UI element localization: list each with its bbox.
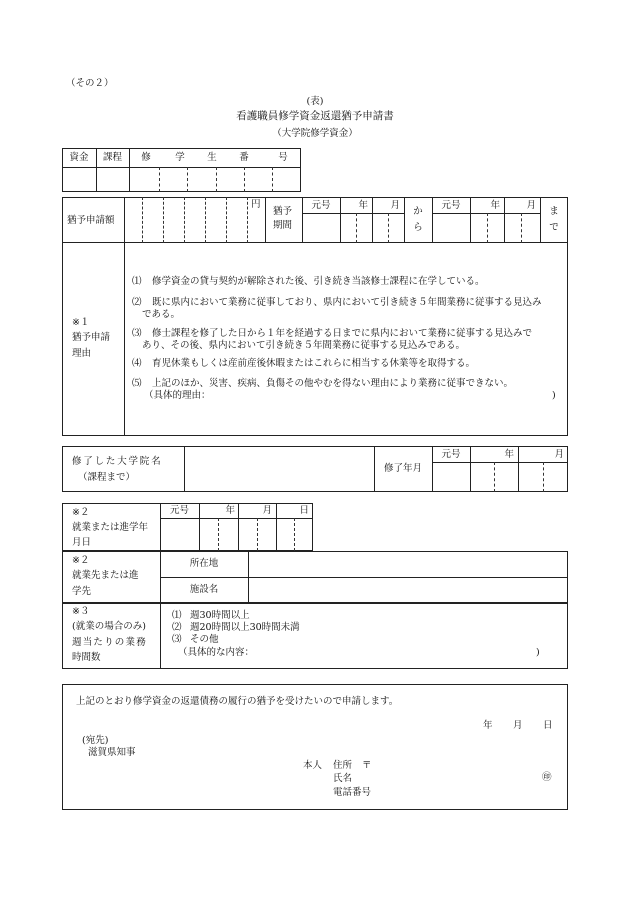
hours-mark: ※３ — [72, 606, 90, 617]
reason-2-num: ⑵ — [132, 297, 142, 308]
hours-label-2: 週当たりの業務 — [72, 637, 147, 648]
addressee-label: (宛先) — [82, 735, 109, 746]
employment-date-mark: ※２ — [72, 507, 90, 518]
applicant-label: 本人 — [303, 760, 323, 771]
date-month-label: 月 — [513, 720, 523, 731]
hours-label-1: (就業の場合のみ) — [72, 621, 146, 632]
form-side-label: (表) — [306, 96, 324, 107]
reason-2-text-cont: である。 — [142, 309, 181, 320]
reason-3-text-cont: あり、その後、県内において引き続き５年間業務に従事する見込みである。 — [142, 340, 466, 351]
postal-mark: 〒 — [362, 760, 372, 771]
header-fund: 資金 — [69, 152, 89, 163]
reason-4-num: ⑷ — [132, 358, 142, 369]
graduate-school-label: 修了した大学院名 — [72, 456, 163, 467]
header-student-no-1: 修 — [141, 152, 151, 163]
reason-1-text: 修学資金の貸与契約が解除された後、引き続き当該修士課程に在学している。 — [152, 276, 485, 287]
reason-3-num: ⑶ — [132, 328, 142, 339]
declaration-text: 上記のとおり修学資金の返還債務の履行の猶予を受けたいので申請します。 — [76, 696, 399, 707]
facility-label: 施設名 — [189, 584, 219, 595]
from-era-label: 元号 — [311, 200, 331, 211]
to-year-label: 年 — [490, 200, 500, 211]
graduate-school-field[interactable] — [185, 447, 374, 491]
from-month-label: 月 — [390, 200, 400, 211]
to-month-label: 月 — [526, 200, 536, 211]
employer-label-2: 学先 — [72, 586, 92, 597]
graduation-era-label: 元号 — [441, 449, 461, 460]
period-to-field[interactable] — [433, 214, 540, 242]
to-era-label: 元号 — [441, 200, 461, 211]
graduation-date-field[interactable] — [433, 463, 568, 491]
reason-5-text: 上記のほか、災害、疾病、負傷その他やむを得ない理由により業務に従事できない。 — [152, 378, 514, 389]
student-number-field[interactable] — [130, 168, 301, 192]
date-day-label: 日 — [543, 720, 553, 731]
hours-detail-close: ) — [536, 647, 540, 658]
employment-day-label: 日 — [299, 505, 309, 516]
employer-mark: ※２ — [72, 555, 90, 566]
header-course: 課程 — [102, 152, 122, 163]
employer-label: 就業先または進 — [72, 570, 139, 581]
date-year-label: 年 — [483, 720, 493, 731]
address-field-label: 住所 — [333, 760, 353, 771]
graduation-year-label: 年 — [504, 449, 514, 460]
graduate-school-sublabel: （課程まで） — [78, 472, 136, 483]
page-title: 看護職員修学資金返還猶予申請書 — [236, 110, 394, 122]
course-field[interactable] — [97, 168, 129, 192]
graduation-month-label: 月 — [554, 449, 564, 460]
deferral-period-label-2: 期間 — [273, 220, 293, 231]
hours-2-num: ⑵ — [172, 622, 182, 633]
reason-detail-field[interactable] — [240, 389, 548, 403]
reason-2-text: 既に県内において業務に従事しており、県内において引き続き５年間業務に従事する見込み — [152, 297, 542, 308]
graduation-date-label: 修了年月 — [383, 463, 422, 474]
applicant-address-field[interactable] — [375, 758, 555, 772]
hours-3-num: ⑶ — [172, 634, 182, 645]
application-date-field[interactable] — [440, 718, 555, 732]
from-year-label: 年 — [358, 200, 368, 211]
from-label-1: か — [413, 206, 423, 217]
hours-1-num: ⑴ — [172, 610, 182, 621]
until-label-2: で — [549, 222, 559, 233]
deferral-amount-label: 猶予申請額 — [67, 215, 115, 226]
header-student-no-3: 生 — [207, 152, 217, 163]
until-label-1: ま — [549, 206, 559, 217]
name-field-label: 氏名 — [333, 773, 353, 784]
hours-2-text: 週20時間以上30時間未満 — [190, 622, 300, 633]
employment-date-label: 就業または進学年 — [72, 522, 149, 533]
header-student-no-2: 学 — [175, 152, 185, 163]
employment-date-field[interactable] — [161, 519, 313, 551]
address-label: 所在地 — [189, 558, 219, 569]
fund-field[interactable] — [62, 168, 96, 192]
reason-5-detail-label: （具体的理由： — [144, 390, 211, 401]
applicant-phone-field[interactable] — [380, 785, 550, 799]
hours-label-3: 時間数 — [72, 652, 101, 663]
reason-5-close: ) — [552, 390, 556, 401]
employment-date-label-2: 月日 — [72, 537, 92, 548]
employment-month-label: 月 — [262, 505, 272, 516]
reason-4-text: 育児休業もしくは産前産後休暇またはこれらに相当する休業等を取得する。 — [152, 358, 476, 369]
reason-3-text: 修士課程を修了した日から１年を経過する日までに県内において業務に従事する見込みで — [152, 328, 533, 339]
from-label-2: ら — [413, 222, 423, 233]
reason-1-num: ⑴ — [132, 276, 142, 287]
hours-3-text: その他 — [190, 634, 219, 645]
header-student-no-5: 号 — [278, 152, 288, 163]
addressee-name: 滋賀県知事 — [88, 747, 136, 758]
employment-year-label: 年 — [225, 505, 235, 516]
phone-field-label: 電話番号 — [333, 787, 372, 798]
period-from-field[interactable] — [303, 214, 404, 242]
deferral-amount-field[interactable] — [125, 198, 265, 242]
applicant-name-field[interactable] — [360, 771, 530, 785]
reason-5-num: ⑸ — [132, 378, 142, 389]
yen-label: 円 — [251, 199, 261, 210]
employer-address-field[interactable] — [249, 552, 568, 577]
hours-1-text: 週30時間以上 — [190, 610, 250, 621]
reason-mark: ※１ — [72, 317, 90, 328]
hours-detail-label: （具体的な内容： — [178, 647, 255, 658]
deferral-period-label-1: 猶予 — [273, 206, 293, 217]
hours-detail-field[interactable] — [262, 646, 532, 660]
reason-label: 猶予申請 — [72, 332, 111, 343]
seal-mark: ㊞ — [542, 772, 552, 783]
reason-label-2: 理由 — [72, 348, 92, 359]
page-subtitle: （大学院修学資金） — [272, 128, 358, 139]
form-number: （その２） — [66, 78, 114, 89]
facility-name-field[interactable] — [249, 578, 568, 603]
header-student-no-4: 番 — [239, 152, 249, 163]
employment-era-label: 元号 — [169, 505, 189, 516]
